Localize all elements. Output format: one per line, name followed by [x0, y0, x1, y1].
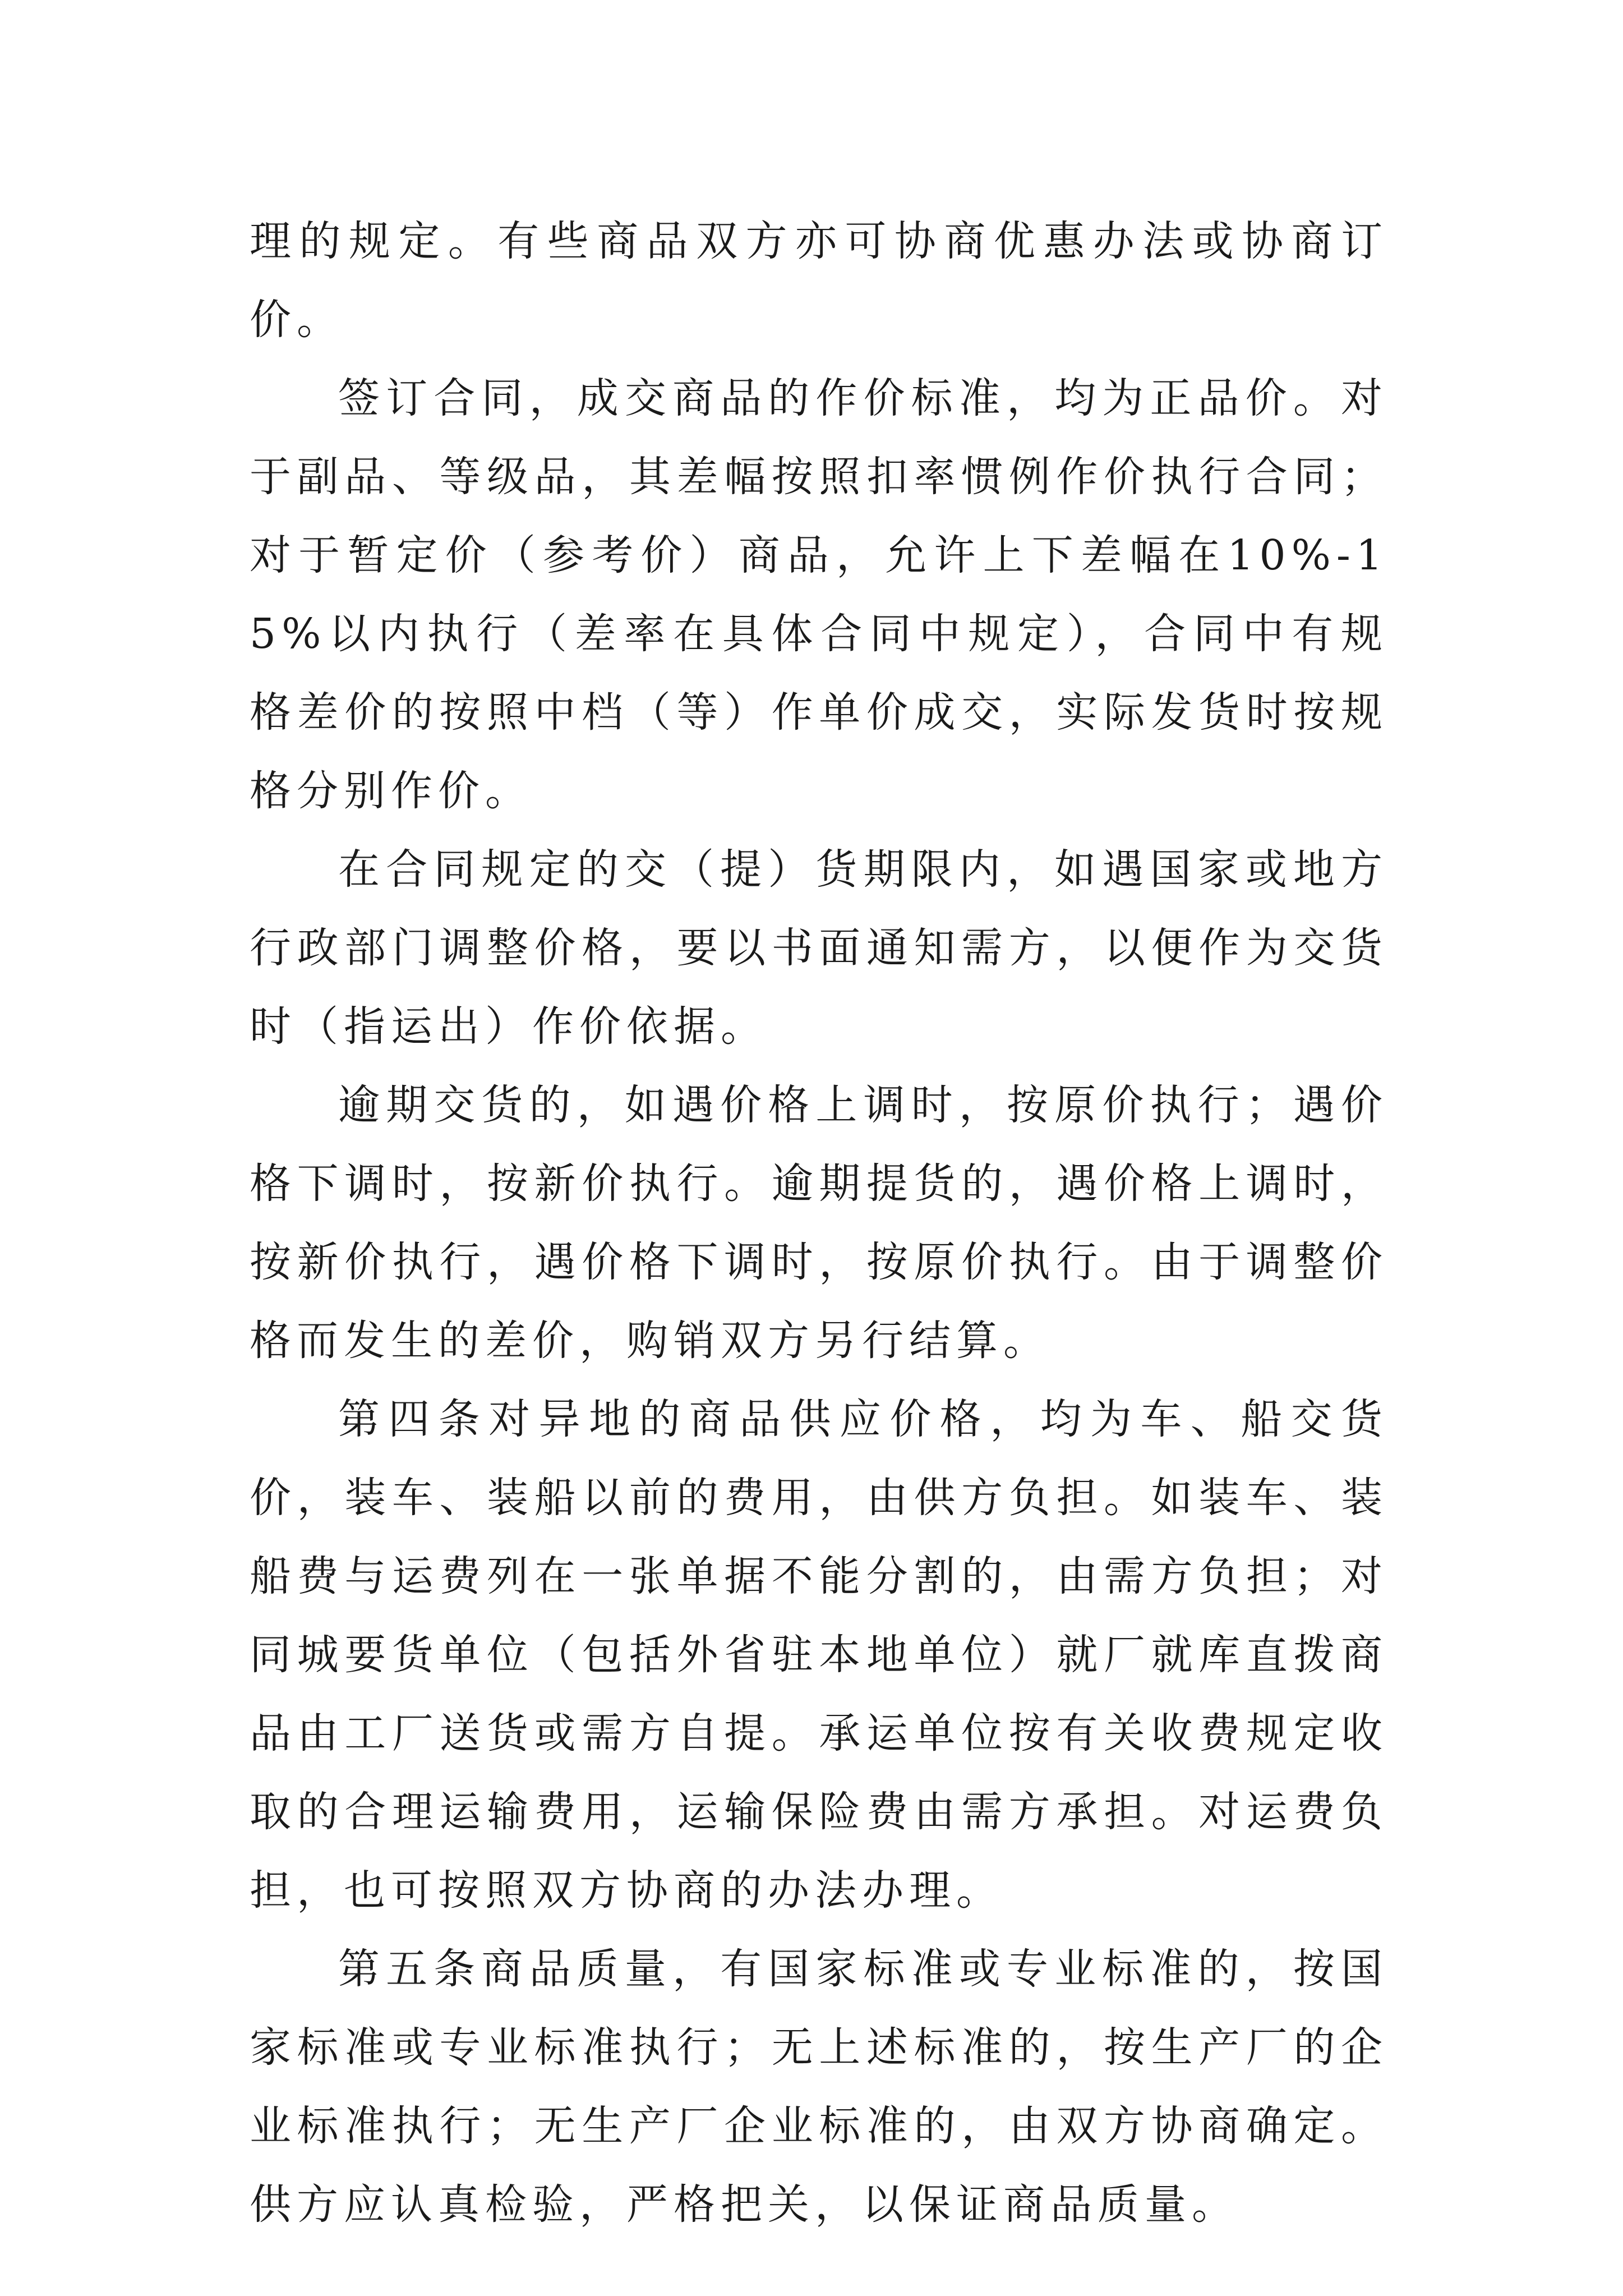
- paragraph-6: 第五条商品质量，有国家标准或专业标准的，按国家标准或专业标准执行；无上述标准的，按生产厂的企业标准执行；无生产厂企业标准的，由双方协商确定。供方应认真检验，严格把关，以保证商品质量。: [250, 1945, 1388, 2229]
- paragraph-3: 在合同规定的交（提）货期限内，如遇国家或地方行政部门调整价格，要以书面通知需方，以便作为交货时（指运出）作价依据。: [250, 845, 1388, 1051]
- paragraph-1: 理的规定。有些商品双方亦可协商优惠办法或协商订价。: [250, 217, 1388, 344]
- paragraph-4: 逾期交货的，如遇价格上调时，按原价执行；遇价格下调时，按新价执行。逾期提货的，遇价格上调时，按新价执行，遇价格下调时，按原价执行。由于调整价格而发生的差价，购销双方另行结算。: [250, 1081, 1388, 1365]
- document-body: [250, 202, 1388, 2244]
- paragraph-5: 第四条对异地的商品供应价格，均为车、船交货价，装车、装船以前的费用，由供方负担。如装车、装船费与运费列在一张单据不能分割的，由需方负担；对同城要货单位（包括外省驻本地单位）就厂就库直拨商品由工厂送货或需方自提。承运单位按有关收费规定收取的合理运输费用，运输保险费由需方承担。对运费负担，也可按照双方协商的办法办理。: [250, 1395, 1388, 1915]
- paragraph-2: 签订合同，成交商品的作价标准，均为正品价。对于副品、等级品，其差幅按照扣率惯例作价执行合同；对于暂定价（参考价）商品，允许上下差幅在10%-15%以内执行（差率在具体合同中规定），合同中有规格差价的按照中档（等）作单价成交，实际发货时按规格分别作价。: [250, 374, 1388, 815]
